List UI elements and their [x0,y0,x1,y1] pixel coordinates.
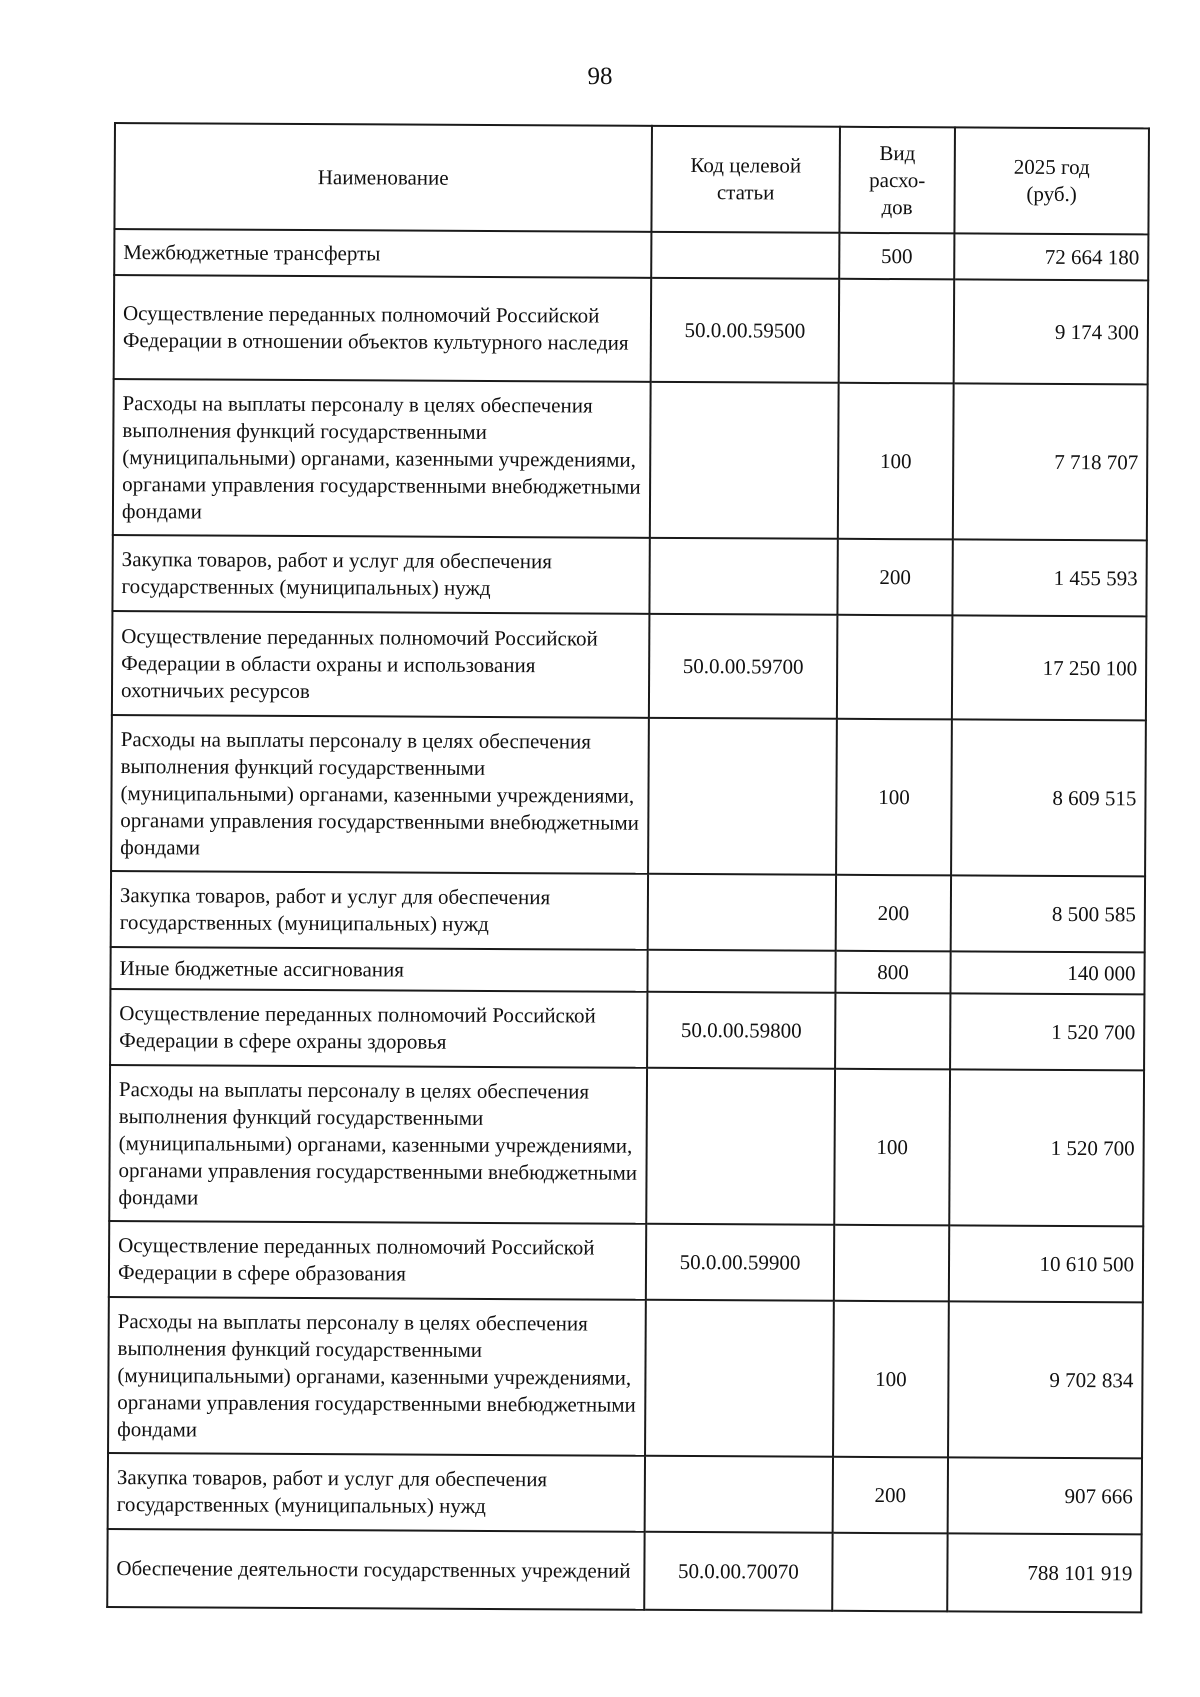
row-type [834,1225,949,1302]
row-type: 100 [834,1069,950,1226]
row-name: Расходы на выплаты персоналу в целях обеспечения выполнения функций государственными (муниципальными) органами, казенными учреждениями, органами управления государственными внебюджетными фондами [111,715,649,874]
header-type-line: Вид [879,140,916,165]
row-type: 100 [838,383,954,540]
table-row [110,989,1144,1070]
row-type [837,615,953,720]
row-name: Межбюджетные трансферты [114,229,651,278]
row-name: Закупка товаров, работ и услуг для обеспечения государственных (муниципальных) нужд [108,1453,645,1532]
row-sum: 1 520 700 [949,1069,1144,1226]
row-sum: 907 666 [948,1457,1142,1534]
header-sum-line: (руб.) [1026,181,1077,207]
row-name: Расходы на выплаты персоналу в целях обеспечения выполнения функций государственными (муниципальными) органами, казенными учреждениями, органами управления государственными внебюджетными фондами [113,379,651,538]
table-row [108,1297,1143,1458]
header-name: Наименование [114,123,652,232]
page-number: 98 [587,63,613,90]
row-sum: 9 702 834 [948,1301,1143,1458]
row-name: Расходы на выплаты персоналу в целях обеспечения выполнения функций государственными (муниципальными) органами, казенными учреждениями, органами управления государственными внебюджетными фондами [108,1297,646,1456]
row-code: 50.0.00.59800 [647,992,835,1069]
table-row [109,1221,1143,1302]
row-sum: 9 174 300 [954,279,1149,384]
table-row [111,871,1145,952]
row-sum: 8 500 585 [951,875,1145,952]
header-sum [954,127,1149,234]
row-type [832,1533,947,1612]
table-row [114,229,1148,280]
row-name: Осуществление переданных полномочий Российской Федерации в отношении объектов культурного наследия [114,275,652,382]
row-name: Осуществление переданных полномочий Российской Федерации в области охраны и использования охотничьих ресурсов [112,611,650,718]
row-name: Иные бюджетные ассигнования [110,947,647,992]
table-row [111,715,1146,876]
table-row [112,611,1147,720]
budget-table [106,122,1150,1613]
row-type [835,993,950,1070]
row-code: 50.0.00.59500 [651,278,840,383]
row-name: Осуществление переданных полномочий Российской Федерации в сфере образования [109,1221,646,1300]
row-name: Закупка товаров, работ и услуг для обеспечения государственных (муниципальных) нужд [111,871,648,950]
row-name: Расходы на выплаты персоналу в целях обеспечения выполнения функций государственными (муниципальными) органами, казенными учреждениями, органами управления государственными внебюджетными фондами [109,1065,647,1224]
row-type: 100 [836,719,952,876]
row-code [648,874,836,951]
table-row [110,947,1144,994]
row-sum: 7 718 707 [953,383,1148,540]
header-type-line: расхо- [869,167,926,192]
table-body [107,229,1148,1612]
row-sum: 8 609 515 [951,719,1146,876]
row-code [651,232,839,279]
row-sum: 1 520 700 [950,993,1144,1070]
row-type: 200 [836,875,951,952]
row-sum: 788 101 919 [947,1533,1141,1612]
row-name: Обеспечение деятельности государственных учреждений [107,1529,644,1610]
table-row [109,1065,1144,1226]
row-sum: 10 610 500 [949,1225,1143,1302]
header-type [839,127,955,234]
header-code-line: Код целевой [690,153,802,178]
row-code [645,1300,834,1457]
row-code [650,382,839,539]
row-type: 800 [835,951,950,994]
row-code [645,1456,833,1533]
table-row [113,379,1148,540]
header-row [114,123,1149,234]
row-code [646,1068,835,1225]
table-row [108,1453,1142,1534]
row-name: Закупка товаров, работ и услуг для обеспечения государственных (муниципальных) нужд [112,535,649,614]
table-header [114,123,1149,234]
row-sum: 1 455 593 [952,539,1146,616]
row-name: Осуществление переданных полномочий Российской Федерации в сфере охраны здоровья [110,989,647,1068]
table-row [114,275,1149,384]
table-row [107,1529,1141,1612]
row-code: 50.0.00.59700 [649,614,838,719]
row-code [648,718,837,875]
row-code [647,950,835,993]
row-type: 200 [837,539,952,616]
row-type: 200 [833,1457,948,1534]
row-code [649,538,837,615]
row-type: 100 [833,1301,949,1458]
row-code: 50.0.00.70070 [644,1532,832,1611]
table-row [112,535,1146,616]
row-sum: 72 664 180 [954,233,1148,280]
header-type-line: дов [881,194,913,219]
row-type [839,279,955,384]
header-sum-line: 2025 год [1013,154,1090,180]
row-sum: 17 250 100 [952,615,1147,720]
row-code: 50.0.00.59900 [646,1224,834,1301]
row-sum: 140 000 [950,951,1144,994]
header-code-line: статьи [716,180,775,205]
header-code [651,126,840,233]
row-type: 500 [839,233,954,280]
